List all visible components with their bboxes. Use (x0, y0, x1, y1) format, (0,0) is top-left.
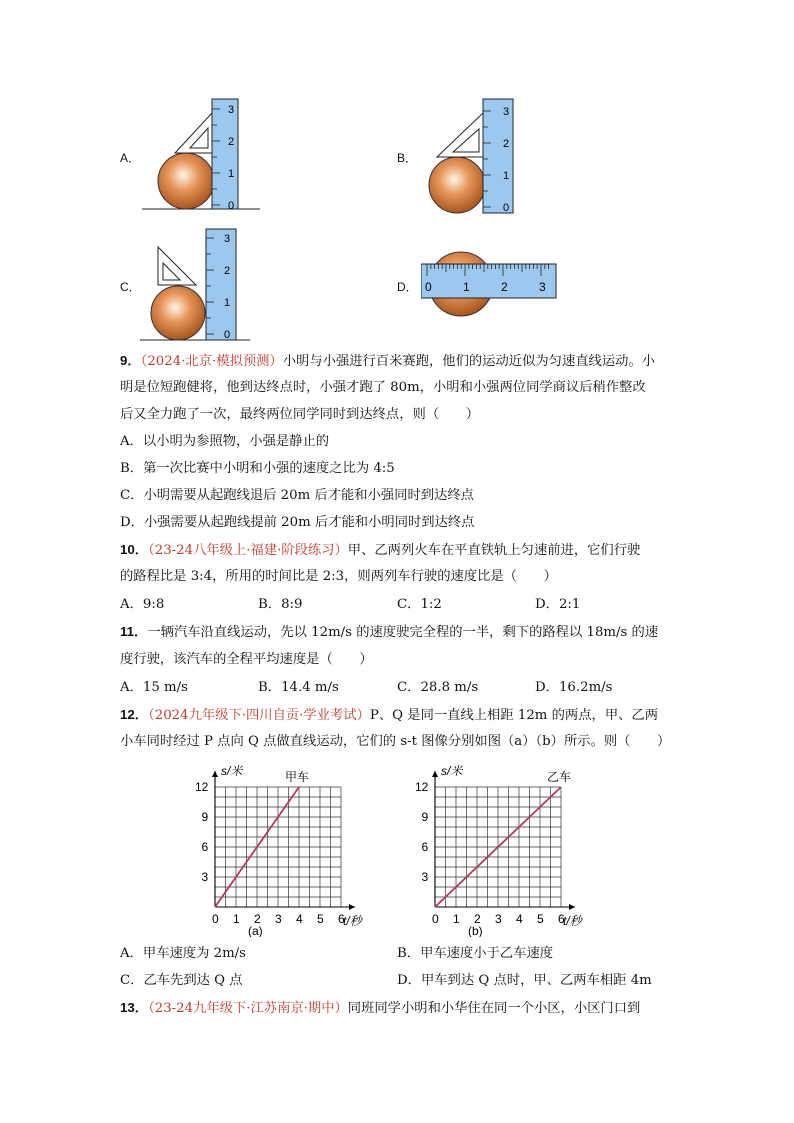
x-tick-label: 5 (317, 912, 324, 926)
x-tick-label: 3 (275, 912, 282, 926)
option-label: B． (397, 151, 418, 165)
question-text: 小明与小强进行百米赛跑，他们的运动近似为匀速直线运动。小 (282, 354, 656, 369)
q9-option-b: B．第一次比赛中小明和小强的速度之比为 4:5 (120, 461, 395, 476)
ruler-tick: 3 (503, 106, 510, 118)
x-axis-arrow (569, 904, 575, 910)
q11-option-c: C．28.8 m/s (397, 680, 479, 695)
ruler-tick: 0 (503, 202, 510, 214)
ruler-tick: 1 (228, 168, 235, 180)
ruler-tick: 1 (224, 297, 231, 309)
q12-option-d: D．甲车到达 Q 点时，甲、乙两车相距 4m (397, 973, 652, 988)
ruler-tick: 3 (224, 233, 231, 245)
q12-option-a: A．甲车速度为 2m/s (120, 946, 246, 961)
ruler-tick: 2 (501, 280, 508, 294)
option-label: C． (120, 280, 141, 294)
x-tick-label: 5 (537, 912, 544, 926)
y-tick-label: 6 (421, 840, 429, 854)
q10-option-c: C．1:2 (397, 597, 442, 612)
y-tick-label: 3 (201, 870, 209, 884)
chart-caption: (b) (468, 924, 483, 937)
ruler-tick: 2 (228, 136, 235, 148)
ruler-tick: 0 (228, 200, 235, 212)
question-source: （2024·北京·模拟预测） (140, 354, 283, 369)
y-tick-label: 9 (201, 810, 209, 824)
q13-line-1 (120, 999, 680, 1018)
question-text: 甲、乙两列火车在平直铁轨上匀速前进，它们行驶 (347, 543, 641, 558)
ruler-tick: 3 (228, 104, 235, 116)
y-tick-label: 6 (201, 840, 209, 854)
question-source: （23-24八年级上·福建·阶段练习） (148, 543, 348, 558)
x-tick-label: 6 (558, 912, 565, 926)
ruler-tick: 1 (463, 280, 470, 294)
question-number: 11． (120, 624, 148, 639)
q11-option-a: A．15 m/s (120, 680, 188, 695)
question-number: 10． (120, 542, 149, 557)
q11-line-2: 度行驶，该汽车的全程平均速度是（ ） (120, 652, 373, 667)
chart-caption: (a) (248, 924, 263, 937)
ruler-tick: 1 (503, 170, 510, 182)
question-number: 12． (120, 707, 149, 722)
ball-ruler-figure-d (421, 250, 561, 318)
q9-option-c: C．小明需要从起跑线退后 20m 后才能和小强同时到达终点 (120, 488, 474, 503)
q11-option-b: B．14.4 m/s (258, 680, 339, 695)
question-text: 一辆汽车沿直线运动，先以 12m/s 的速度驶完全程的一半，剩下的路程以 18m/s 的速 (147, 625, 659, 640)
q10-line-1 (120, 541, 680, 560)
question-source: （2024九年级下·四川自贡·学业考试） (148, 708, 370, 723)
ruler-tick: 0 (224, 329, 231, 341)
ruler-tick: 2 (503, 138, 510, 150)
y-axis-label: s/米 (221, 764, 243, 778)
q8-option-d (397, 250, 567, 320)
x-tick-label: 0 (432, 912, 439, 926)
q10-line-2: 的路程比是 3:4，所用的时间比是 2:3，则两列车行驶的速度比是（ ） (120, 569, 557, 584)
y-axis-arrow (432, 771, 438, 777)
ball-ruler-figure-c (140, 225, 250, 343)
y-tick-label: 9 (421, 810, 429, 824)
y-tick-label: 3 (421, 870, 429, 884)
option-label: A． (120, 151, 141, 165)
q9-line-1 (120, 352, 680, 371)
y-axis-label: s/米 (441, 764, 463, 778)
y-tick-label: 12 (415, 780, 429, 794)
x-axis-label: t/秒 (343, 914, 362, 928)
question-text: P、Q 是同一直线上相距 12m 的两点，甲、乙两 (369, 708, 659, 723)
q12-option-c: C．乙车先到达 Q 点 (120, 973, 243, 988)
x-tick-label: 4 (296, 912, 303, 926)
ruler-tick: 2 (224, 265, 231, 277)
q10-option-d: D．2:1 (535, 597, 581, 612)
q8-option-a (120, 95, 250, 220)
q9-line-3: 后又全力跑了一次，最终两位同学同时到达终点，则（ ） (120, 407, 480, 422)
q8-option-b (397, 95, 527, 220)
x-tick-label: 1 (453, 912, 460, 926)
q9-option-a: A．以小明为参照物，小强是静止的 (120, 434, 330, 449)
question-number: 13． (120, 1000, 149, 1015)
x-tick-label: 6 (338, 912, 345, 926)
ball-ruler-figure-a (140, 95, 260, 215)
x-tick-label: 2 (474, 912, 481, 926)
x-tick-label: 4 (516, 912, 523, 926)
q12-option-b: B．甲车速度小于乙车速度 (397, 946, 554, 961)
st-chart-a (190, 757, 370, 937)
x-tick-label: 2 (254, 912, 261, 926)
st-chart-b (410, 757, 590, 937)
q10-option-a: A．9:8 (120, 597, 165, 612)
x-tick-label: 3 (495, 912, 502, 926)
x-axis-label: t/秒 (563, 914, 582, 928)
q12-line-1 (120, 706, 680, 725)
q11-option-d: D．16.2m/s (535, 680, 613, 695)
y-tick-label: 12 (195, 780, 209, 794)
question-text: 同班同学小明和小华住在同一个小区，小区门口到 (347, 1001, 641, 1016)
q9-line-2: 明是位短跑健将，他到达终点时，小强才跑了 80m，小明和小强两位同学商议后稍作整改 (120, 380, 646, 395)
q8-option-c (120, 225, 250, 345)
q11-line-1 (120, 623, 680, 642)
option-label: D． (397, 280, 418, 294)
ball-ruler-figure-b (425, 95, 525, 215)
q9-option-d: D．小强需要从起跑线提前 20m 后才能和小明同时到达终点 (120, 515, 475, 530)
ruler-tick: 3 (539, 280, 546, 294)
y-axis-arrow (212, 771, 218, 777)
question-source: （23-24九年级下·江苏南京·期中） (148, 1001, 348, 1016)
x-axis-arrow (349, 904, 355, 910)
ruler-tick: 0 (425, 280, 432, 294)
question-number: 9． (120, 353, 141, 368)
q10-option-b: B．8:9 (258, 597, 303, 612)
q12-line-2: 小车同时经过 P 点向 Q 点做直线运动，它们的 s-t 图像分别如图（a）（b）所示。则（ ） (120, 734, 671, 749)
x-tick-label: 1 (233, 912, 240, 926)
x-tick-label: 0 (212, 912, 219, 926)
series-label: 乙车 (547, 770, 572, 784)
series-label: 甲车 (285, 770, 310, 784)
